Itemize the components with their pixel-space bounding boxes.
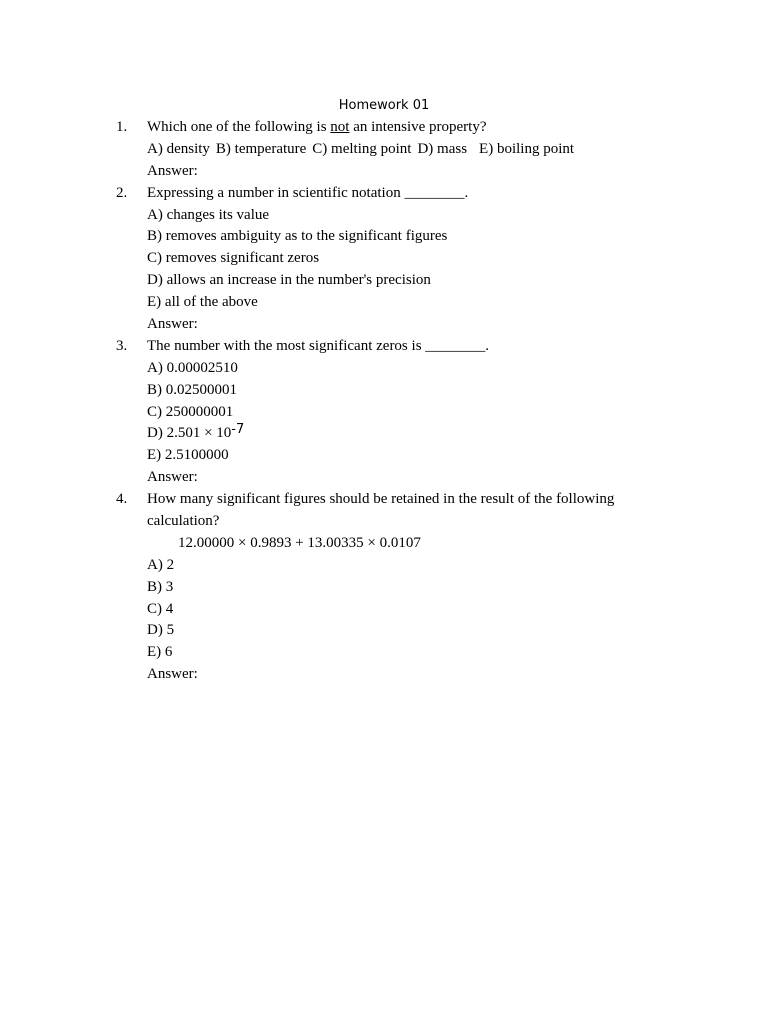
answer-label: Answer: xyxy=(147,162,198,179)
question-text: The number with the most significant zeros is ________. xyxy=(147,337,490,354)
option: C) 250000001 xyxy=(147,403,234,420)
question-4 xyxy=(0,489,768,511)
option: C) removes significant zeros xyxy=(147,250,320,267)
option: A) density xyxy=(147,140,210,157)
question-number: 3. xyxy=(116,337,128,354)
question-3 xyxy=(0,336,768,358)
question-number: 4. xyxy=(116,491,128,508)
question-text: Expressing a number in scientific notation ________. xyxy=(147,184,469,201)
answer-label: Answer: xyxy=(147,316,198,333)
option: B) 0.02500001 xyxy=(147,381,237,398)
option: C) melting point xyxy=(312,140,412,157)
answer-label: Answer: xyxy=(147,666,198,683)
underlined-word: not xyxy=(330,119,350,135)
question-2 xyxy=(0,183,768,205)
question-list xyxy=(0,117,768,686)
option: D) allows an increase in the number's precision xyxy=(147,272,431,289)
option-with-exponent xyxy=(0,423,768,445)
option: C) 4 xyxy=(147,600,174,617)
question-text xyxy=(147,117,487,139)
option: E) all of the above xyxy=(147,294,258,311)
option: B) temperature xyxy=(215,140,307,157)
document-title: Homework 01 xyxy=(338,98,430,113)
option: E) boiling point xyxy=(479,140,575,157)
option: A) changes its value xyxy=(147,206,270,223)
question-text-part: Which one of the following is xyxy=(147,119,331,135)
question-text: How many significant figures should be retained in the result of the following xyxy=(147,491,615,508)
question-number: 1. xyxy=(116,119,128,135)
exponent: -7 xyxy=(231,422,245,438)
option: B) removes ambiguity as to the significant figures xyxy=(147,228,448,245)
question-text-part: an intensive property? xyxy=(349,119,487,135)
question-1-options xyxy=(0,139,768,161)
option: D) 5 xyxy=(147,622,175,639)
option: D) 2.501 × 10 xyxy=(147,425,232,442)
answer-label: Answer: xyxy=(147,469,198,486)
calculation-expression: 12.00000 × 0.9893 + 13.00335 × 0.0107 xyxy=(178,534,421,551)
option: A) 0.00002510 xyxy=(147,359,238,376)
question-number: 2. xyxy=(116,184,128,201)
option: E) 6 xyxy=(147,644,173,661)
question-text-continued: calculation? xyxy=(147,513,220,530)
option: A) 2 xyxy=(147,556,175,573)
option: B) 3 xyxy=(147,578,174,595)
option: E) 2.5100000 xyxy=(147,447,229,464)
option: D) mass xyxy=(417,140,468,157)
question-1 xyxy=(0,117,768,139)
